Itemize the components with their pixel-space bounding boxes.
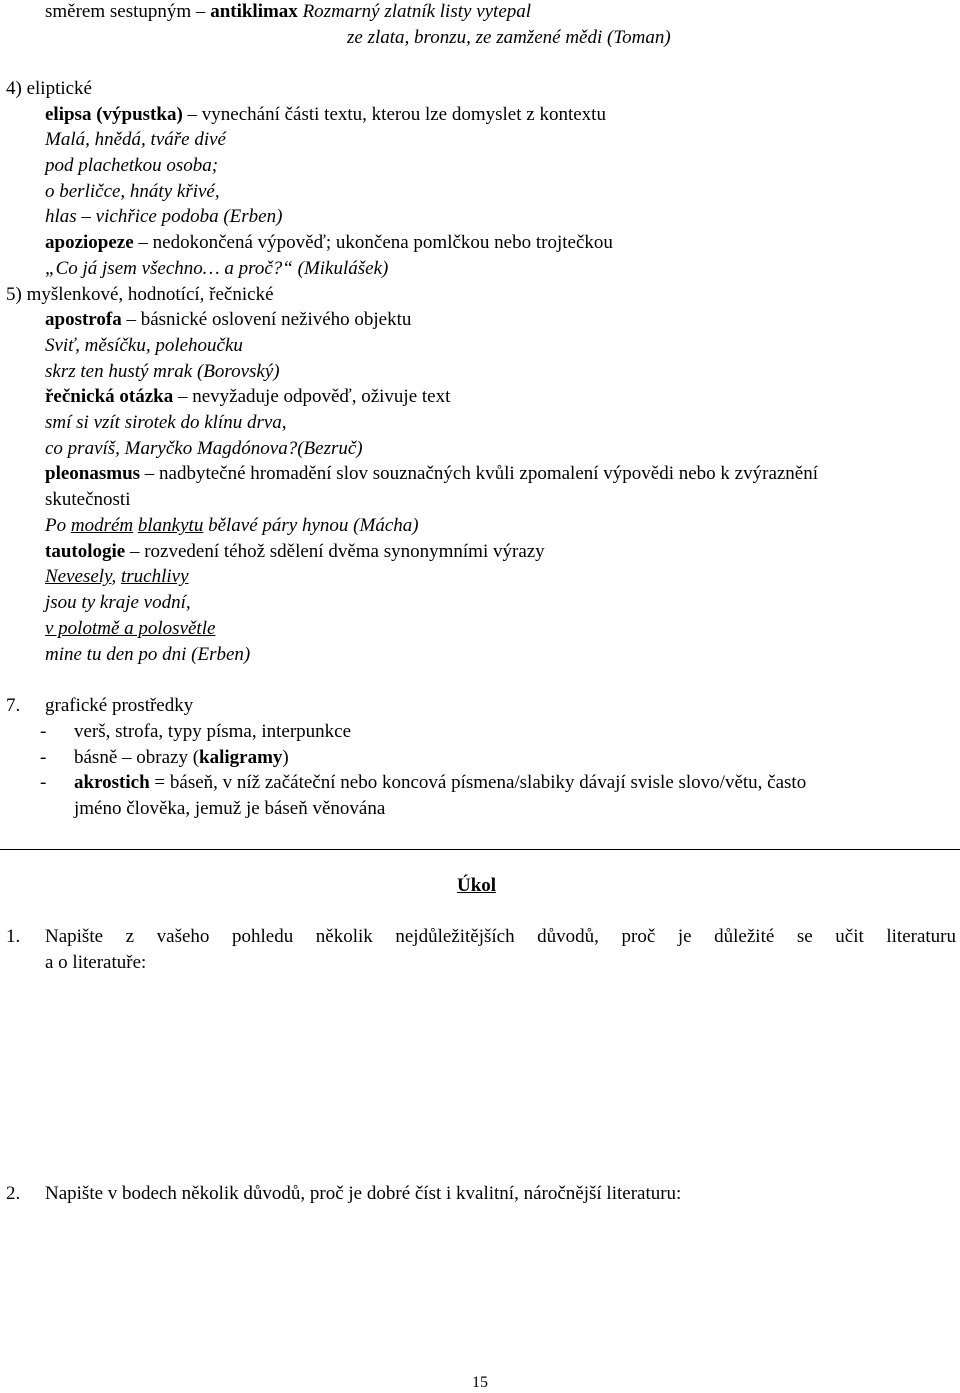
- pleonasmus-example: [45, 514, 419, 538]
- question-number: 2.: [6, 1183, 21, 1204]
- graphic-item: [74, 746, 289, 770]
- question-2-text: Napište v bodech několik důvodů, proč je dobré číst i kvalitní, náročnější literaturu:: [45, 1183, 682, 1204]
- kaligramy-term: kaligramy: [199, 747, 283, 768]
- elipsa-poem-line: Malá, hnědá, tváře divé: [45, 129, 226, 150]
- page-number: 15: [472, 1374, 488, 1391]
- elipsa-term: elipsa (výpustka): [45, 104, 183, 125]
- pleonasmus-definition: [45, 462, 818, 486]
- apostrofa-example-line: skrz ten hustý mrak (Borovský): [45, 361, 280, 382]
- pleo-ex-part: bělavé páry hynou (Mácha): [203, 515, 419, 536]
- akrostich-term: akrostich: [74, 772, 150, 793]
- list-number: 7.: [6, 695, 21, 716]
- apostrofa-def-text: – básnické oslovení neživého objektu: [121, 309, 412, 330]
- otazka-definition: [45, 385, 450, 409]
- otazka-def-text: – nevyžaduje odpověď, oživuje text: [173, 386, 451, 407]
- graphic-item-part: básně – obrazy (: [74, 747, 200, 768]
- apoziopeze-example: „Co já jsem všechno… a proč?“ (Mikulášek): [45, 258, 389, 279]
- elipsa-poem-line: pod plachetkou osoba;: [45, 155, 219, 176]
- question-number: 1.: [6, 926, 21, 947]
- otazka-term: řečnická otázka: [45, 386, 174, 407]
- tauto-ex-part: ,: [111, 566, 121, 587]
- antiklimax-example-2: ze zlata, bronzu, ze zamžené mědi (Toman): [347, 27, 671, 48]
- antiklimax-example-1: Rozmarný zlatník listy vytepal: [302, 1, 532, 22]
- tautologie-example-line: jsou ty kraje vodní,: [45, 592, 191, 613]
- elipsa-poem-line: hlas – vichřice podoba (Erben): [45, 206, 283, 227]
- pleo-ex-underlined: modrém: [70, 515, 134, 536]
- antiklimax-line: [45, 0, 531, 24]
- graphic-item: [74, 771, 806, 795]
- graphic-item-continuation: jméno člověka, jemuž je báseň věnována: [74, 798, 386, 819]
- apoziopeze-term: apoziopeze: [45, 232, 134, 253]
- tautologie-definition: [45, 540, 545, 564]
- otazka-example-line: smí si vzít sirotek do klínu drva,: [45, 412, 287, 433]
- horizontal-rule: [0, 849, 960, 850]
- apoziopeze-def-text: – nedokončená výpověď; ukončena pomlčkou nebo trojtečkou: [133, 232, 613, 253]
- elipsa-definition: [45, 103, 606, 127]
- pleo-ex-part: Po: [45, 515, 71, 536]
- pleo-ex-underlined: blankytu: [137, 515, 204, 536]
- tautologie-example-line: v polotmě a polosvětle: [45, 618, 216, 639]
- pleonasmus-def-continuation: skutečnosti: [45, 489, 131, 510]
- tautologie-example-line: [45, 565, 189, 589]
- question-1-text-continuation: a o literatuře:: [45, 952, 147, 973]
- graphic-item: verš, strofa, typy písma, interpunkce: [74, 721, 352, 742]
- graphic-item-part: ): [282, 747, 289, 768]
- tauto-ex-underlined: truchlivy: [120, 566, 189, 587]
- task-title: Úkol: [457, 875, 497, 896]
- otazka-example-line: co pravíš, Maryčko Magdónova?(Bezruč): [45, 438, 363, 459]
- question-1-text: Napište z vašeho pohledu několik nejdůležitějších důvodů, proč je důležité se učit literaturu: [45, 926, 956, 947]
- graphic-item-part: = báseň, v níž začáteční nebo koncová písmena/slabiky dávají svisle slovo/větu, často: [149, 772, 807, 793]
- tautologie-term: tautologie: [45, 541, 126, 562]
- section-heading-thought: 5) myšlenkové, hodnotící, řečnické: [6, 284, 274, 305]
- apostrofa-term: apostrofa: [45, 309, 122, 330]
- apostrofa-definition: [45, 308, 411, 332]
- elipsa-def-text: – vynechání části textu, kterou lze domyslet z kontextu: [182, 104, 606, 125]
- elipsa-poem-line: o berličce, hnáty křivé,: [45, 181, 220, 202]
- apostrofa-example-line: Sviť, měsíčku, polehoučku: [45, 335, 243, 356]
- antiklimax-prefix: směrem sestupným –: [45, 1, 211, 22]
- pleonasmus-term: pleonasmus: [45, 463, 141, 484]
- antiklimax-term: antiklimax: [210, 1, 298, 22]
- tautologie-example-line: mine tu den po dni (Erben): [45, 644, 251, 665]
- pleonasmus-def-text: – nadbytečné hromadění slov souznačných kvůli zpomalení výpovědi nebo k zvýraznění: [140, 463, 819, 484]
- section-heading-graphic: grafické prostředky: [45, 695, 194, 716]
- tauto-ex-underlined: Nevesely: [45, 566, 112, 587]
- bullet-dash: -: [40, 772, 47, 793]
- bullet-dash: -: [40, 747, 47, 768]
- apoziopeze-definition: [45, 231, 613, 255]
- section-heading-eliptic: 4) eliptické: [6, 78, 92, 99]
- bullet-dash: -: [40, 721, 47, 742]
- tautologie-def-text: – rozvedení téhož sdělení dvěma synonymními výrazy: [125, 541, 545, 562]
